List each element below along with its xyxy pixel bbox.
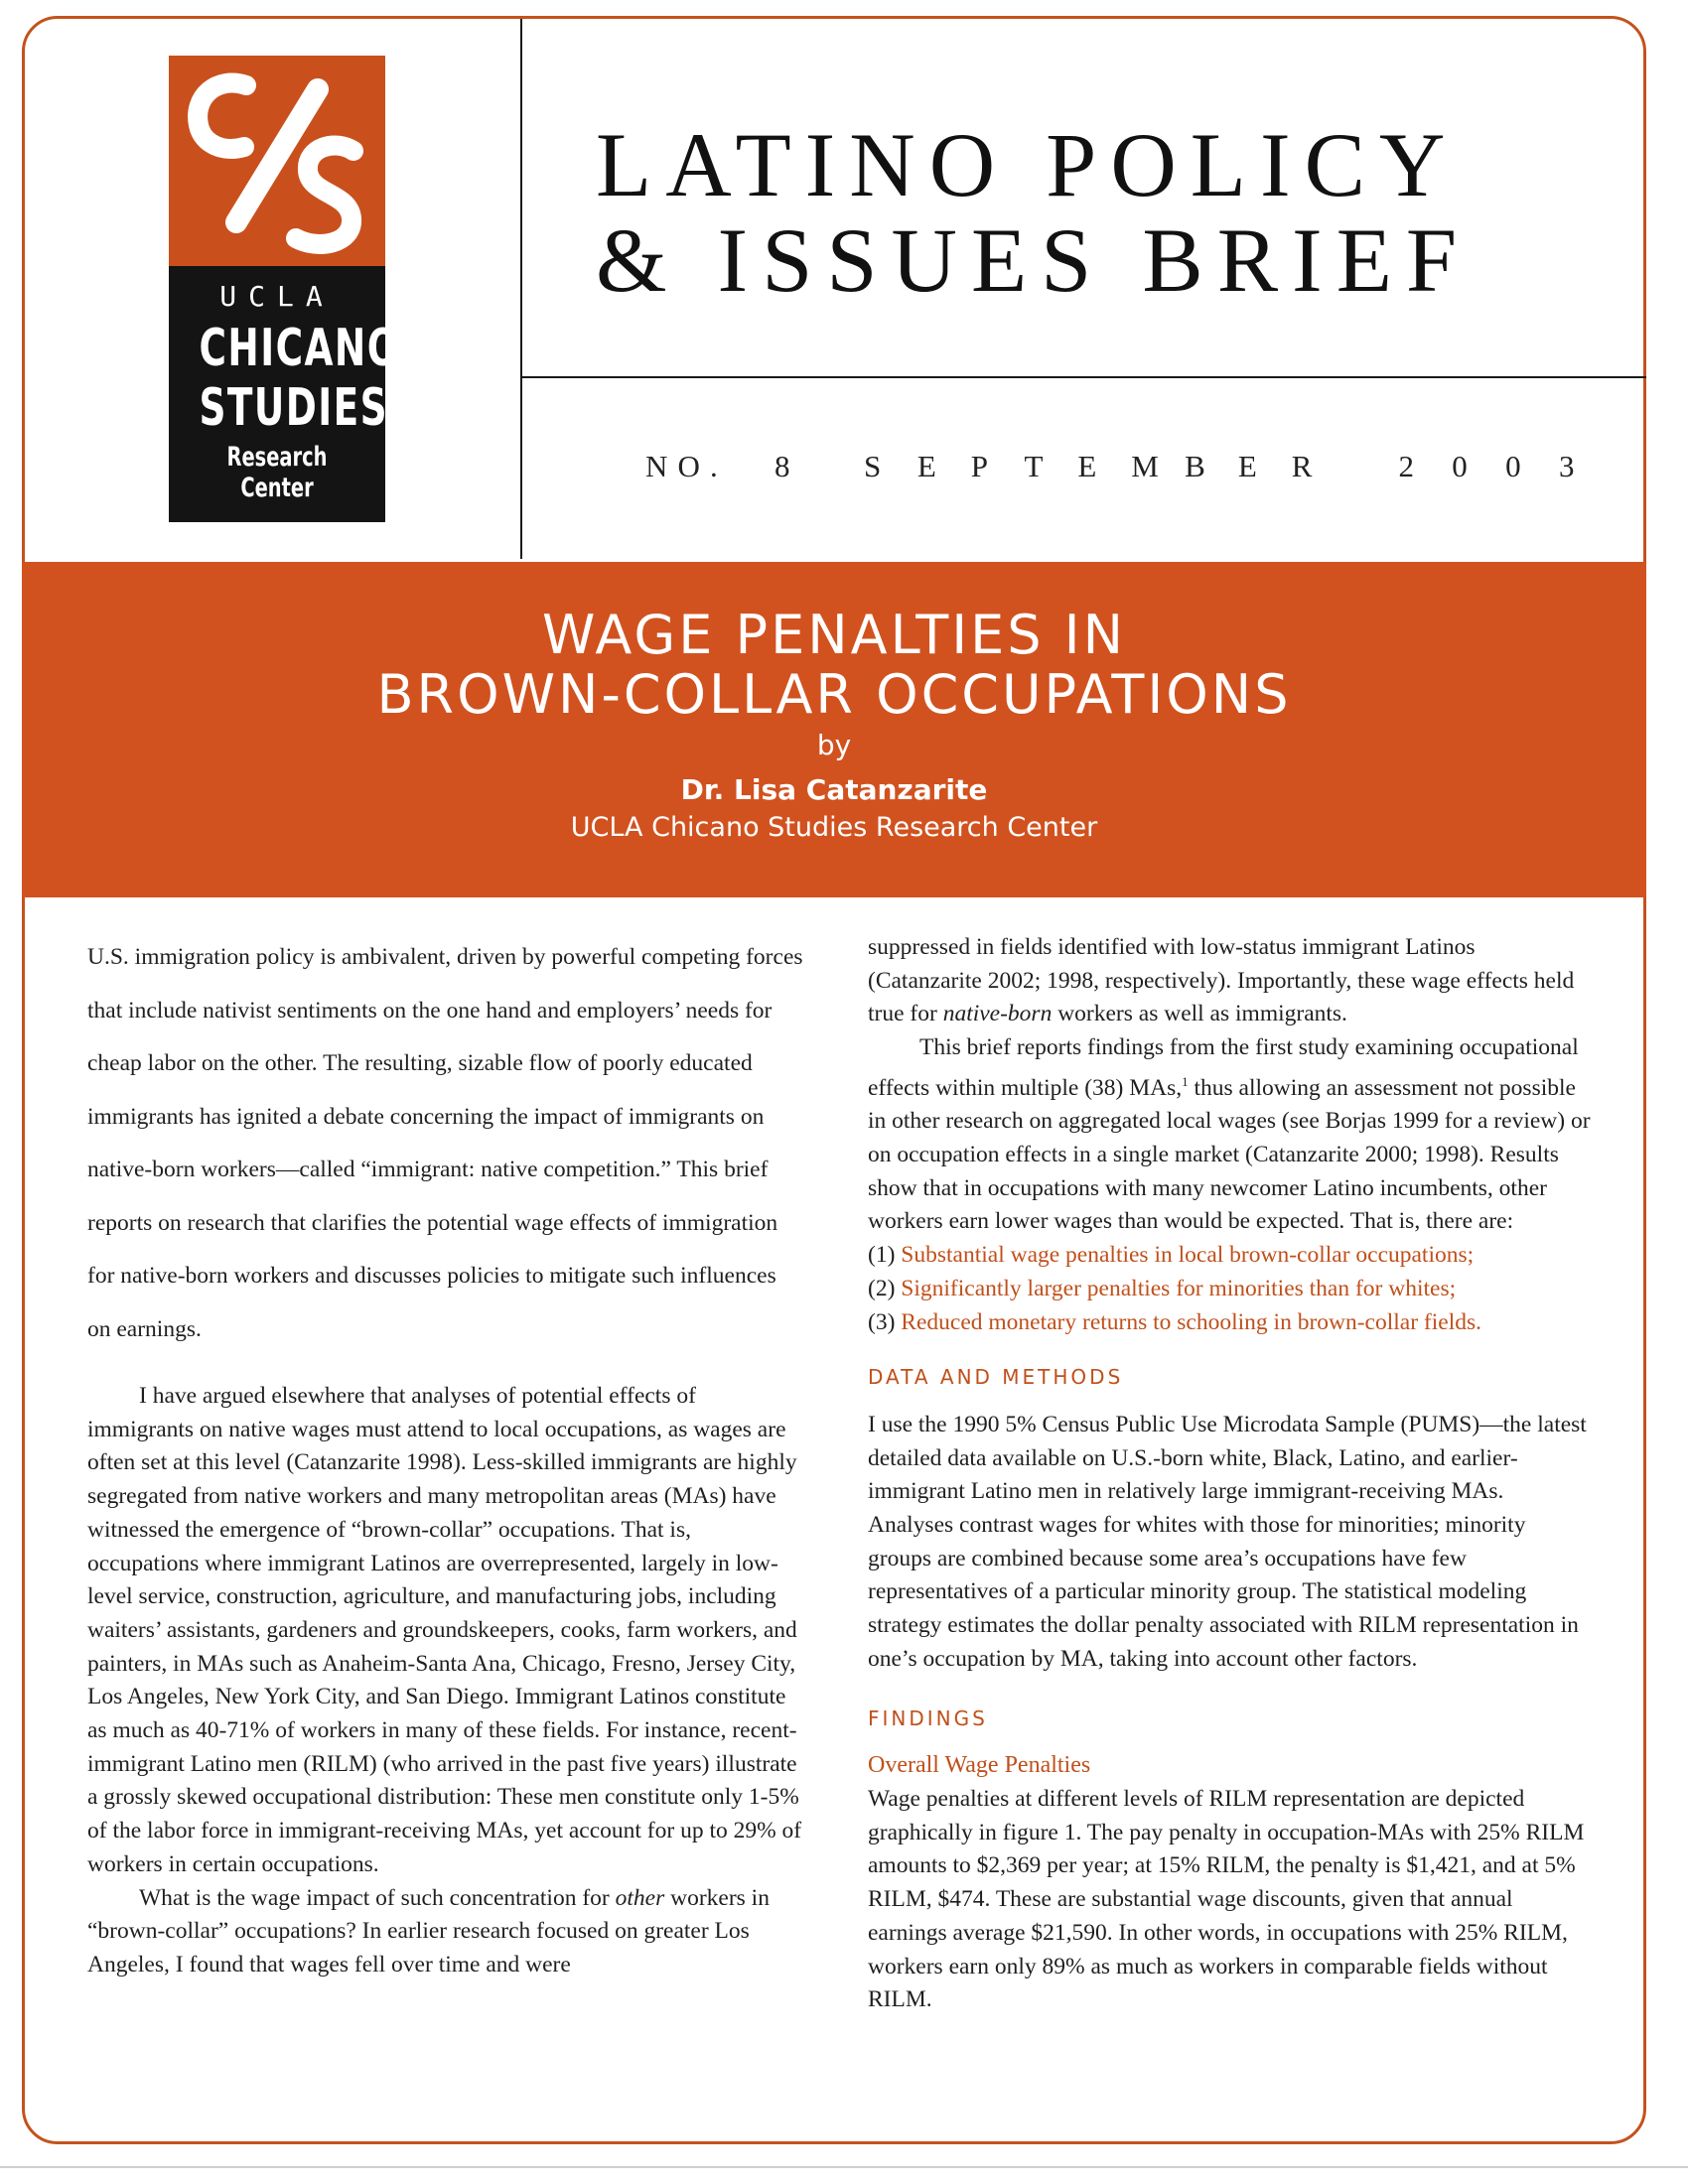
article-title-line-1: WAGE PENALTIES IN — [541, 604, 1127, 666]
header-vertical-divider — [520, 19, 522, 559]
paragraph3-emphasis: other — [615, 1884, 665, 1911]
key-finding-2 — [868, 1273, 1593, 1306]
left-column — [87, 931, 804, 1982]
lead-paragraph: U.S. immigration policy is ambivalent, driven by powerful competing forces that include nativist sentiments on the one hand and employers’ needs for cheap labor on the other. The resulting, sizable flow of poorly educated immigrants has ignited a debate concerning the impact of immigrants on native-born workers—called “immigrant: native competition.” This brief reports on research that clarifies the potential wage effects of immigration for native-born workers and discusses policies to mitigate such influences on earnings. — [87, 944, 803, 1342]
left-body — [87, 1380, 804, 1982]
logo-chicano: CHICANO — [199, 319, 400, 378]
masthead-line-2: & ISSUES BRIEF — [596, 209, 1472, 311]
continuation-end: workers as well as immigrants. — [1052, 1001, 1347, 1027]
right-column — [868, 931, 1593, 2017]
brief-reports-end: thus allowing an assessment not possible in other research on aggregated local wages (see Borjas 1999 for a review) or on occupation effects in a single market (Catanzarite 2000; 1998). Results show that in occupations with many newcomer Latino incumbents, other workers earn lower wages than would be expected. That is, there are: — [868, 1074, 1591, 1235]
key-finding-2-text: Significantly larger penalties for minorities than for whites; — [901, 1275, 1457, 1301]
byline-by: by — [816, 729, 852, 761]
lead-section — [87, 931, 804, 1356]
continuation-emphasis: native-born — [942, 1001, 1053, 1027]
author-affiliation: UCLA Chicano Studies Research Center — [570, 812, 1098, 843]
cs-brush-mark-icon — [169, 56, 385, 266]
overall-wage-penalties-subhead: Overall Wage Penalties — [868, 1752, 1091, 1779]
continuation-start: suppressed in fields identified with low-status immigrant Latinos (Catanzarite 2002; 1998, respectively). Importantly, these wage effects held true for — [868, 934, 1575, 1027]
paragraph-brief-reports — [868, 1031, 1593, 1239]
csrc-logo — [169, 56, 400, 522]
data-methods-paragraph: I use the 1990 5% Census Public Use Microdata Sample (PUMS)—the latest detailed data available on U.S.-born white, Black, Latino, and earlier-immigrant Latino men in relatively large immigrant-receiving MAs. Analyses contrast wages for whites with those for minorities; minority groups are combined because some area’s occupations have few representatives of a particular minority group. The statistical modeling strategy estimates the dollar penalty associated with RILM representation in one’s occupation by MA, taking into account other factors. — [868, 1411, 1587, 1672]
findings-heading: FINDINGS — [868, 1706, 988, 1730]
header-horizontal-divider — [522, 376, 1646, 378]
logo-research-center: Research Center — [226, 442, 328, 503]
paragraph-wage-impact — [87, 1882, 804, 1982]
issue-info: N O . 8 S E P T E M B E R 2 0 0 3 — [645, 449, 1575, 483]
key-finding-3-text: Reduced monetary returns to schooling in brown-collar fields. — [901, 1308, 1482, 1335]
data-methods-heading: DATA AND METHODS — [868, 1365, 1124, 1390]
key-finding-1 — [868, 1239, 1593, 1273]
key-finding-1-number: (1) — [868, 1242, 896, 1269]
key-finding-3 — [868, 1306, 1593, 1340]
key-finding-3-number: (3) — [868, 1308, 896, 1335]
article-title — [22, 606, 1646, 725]
logo-mark — [169, 56, 385, 266]
paragraph3-start: What is the wage impact of such concentration for — [139, 1884, 616, 1911]
logo-ucla: UCLA — [219, 280, 335, 313]
paragraph3-end: workers in “brown-collar” occupations? In earlier research focused on greater Los Angeles, I found that wages fell over time and were — [87, 1884, 770, 1978]
brief-reports-start: This brief reports findings from the first study examining occupational effects within multiple (38) MAs, — [868, 1034, 1579, 1101]
masthead — [596, 114, 1599, 311]
logo-studies: STUDIES — [199, 378, 389, 438]
key-finding-1-text: Substantial wage penalties in local brown-collar occupations; — [901, 1242, 1475, 1269]
overall-wage-penalties-paragraph: Wage penalties at different levels of RILM representation are depicted graphically in figure 1. The pay penalty in occupation-MAs with 25% RILM amounts to $2,369 per year; at 15% RILM, the penalty is $1,421, and at 5% RILM, $474. These are substantial wage discounts, given that annual earnings average $21,590. In other words, in occupations with 25% RILM, workers earn only 89% as much as workers in comparable fields without RILM. — [868, 1786, 1585, 2013]
author-name: Dr. Lisa Catanzarite — [680, 773, 988, 806]
title-banner — [22, 562, 1646, 897]
key-findings-list — [868, 1239, 1593, 1339]
key-finding-2-number: (2) — [868, 1275, 896, 1301]
page-bottom-edge — [0, 2166, 1688, 2168]
logo-wordmark — [169, 266, 400, 522]
paragraph-continuation — [868, 931, 1593, 1031]
article-title-line-2: BROWN-COLLAR OCCUPATIONS — [376, 663, 1292, 726]
paragraph-brown-collar: I have argued elsewhere that analyses of potential effects of immigrants on native wages must attend to local occupations, as wages are often set at this level (Catanzarite 1998). Less-skilled immigrants are highly segregated from native workers and many metropolitan areas (MAs) have witnessed the emergence of “brown-collar” occupations. That is, occupations where immigrant Latinos are overrepresented, largely in low-level service, construction, agriculture, and manufacturing jobs, including waiters’ assistants, gardeners and groundskeepers, cooks, farm workers, and painters, in MAs such as Anaheim-Santa Ana, Chicago, Fresno, Jersey City, Los Angeles, New York City, and San Diego. Immigrant Latinos constitute as much as 40-71% of workers in many of these fields. For instance, recent-immigrant Latino men (RILM) (who arrived in the past five years) illustrate a grossly skewed occupational distribution: These men constitute only 1-5% of the labor force in immigrant-receiving MAs, yet account for up to 29% of workers in certain occupations. — [87, 1383, 802, 1877]
masthead-line-1: LATINO POLICY — [596, 114, 1460, 215]
footnote-marker: 1 — [1182, 1073, 1189, 1089]
